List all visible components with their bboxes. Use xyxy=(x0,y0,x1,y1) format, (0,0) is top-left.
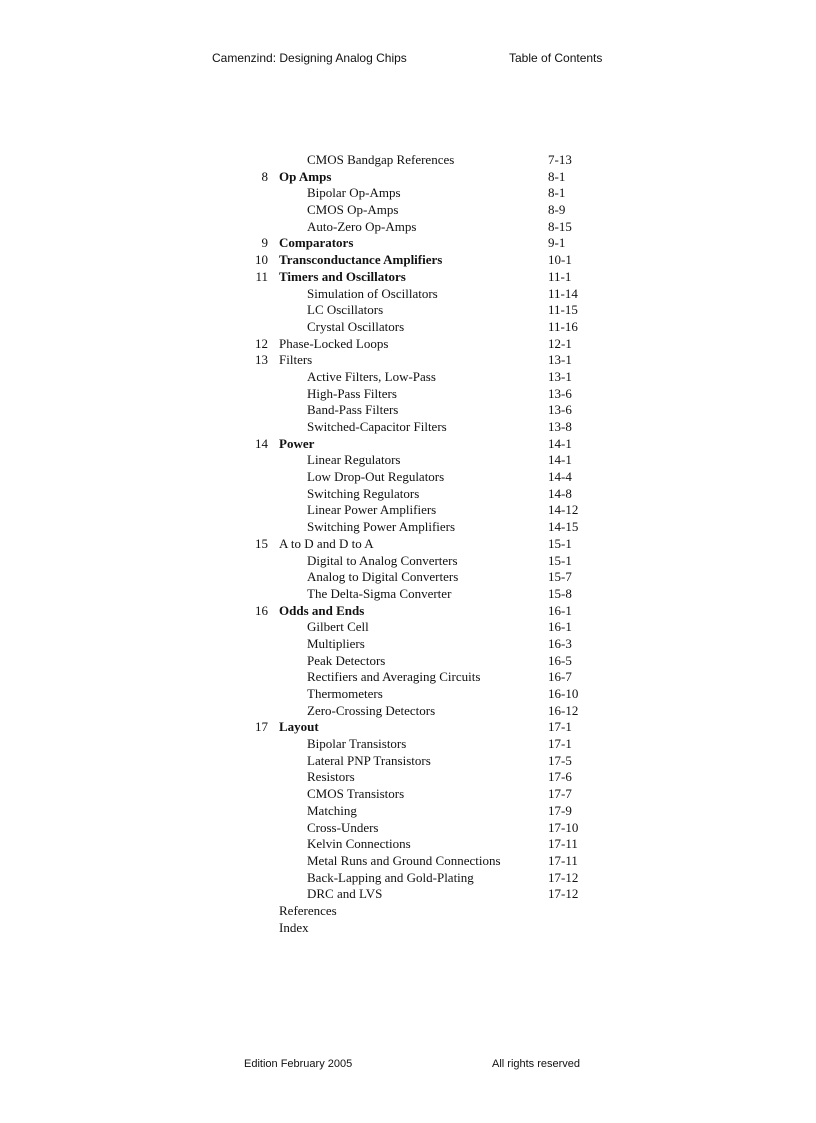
chapter-number: 8 xyxy=(261,168,268,184)
page-number: 8-9 xyxy=(548,202,566,218)
toc-entry xyxy=(0,286,816,303)
page-number: 17-6 xyxy=(548,769,572,785)
page-number: 14-1 xyxy=(548,435,572,451)
entry-title: Digital to Analog Converters xyxy=(307,552,458,568)
entry-title: Thermometers xyxy=(307,686,383,701)
entry-title: LC Oscillators xyxy=(307,302,384,318)
toc-entry xyxy=(0,302,816,319)
toc-entry xyxy=(0,703,816,720)
entry-title: Op Amps xyxy=(279,168,332,184)
page-number: 16-1 xyxy=(548,602,572,618)
entry-title: CMOS Bandgap References xyxy=(307,152,455,167)
entry-title: Timers and Oscillators xyxy=(279,268,406,284)
entry-title: Bipolar Transistors xyxy=(307,736,407,752)
chapter-number: 11 xyxy=(255,268,268,284)
entry-title: Transconductance Amplifiers xyxy=(279,252,443,268)
toc-entry xyxy=(0,586,816,603)
page-number: 17-1 xyxy=(548,719,572,735)
page-number: 16-12 xyxy=(548,702,579,718)
page-number: 17-11 xyxy=(548,836,578,852)
toc-entry xyxy=(0,669,816,686)
page-number: 15-1 xyxy=(548,552,572,568)
toc-entry xyxy=(0,553,816,570)
page-number: 17-12 xyxy=(548,886,579,902)
chapter-number: 15 xyxy=(255,535,268,551)
chapter-number: 9 xyxy=(261,235,268,251)
entry-title: Cross-Unders xyxy=(307,819,379,835)
toc-entry xyxy=(0,319,816,336)
page-number: 11-16 xyxy=(548,318,578,334)
entry-title: High-Pass Filters xyxy=(307,385,397,401)
chapter-number: 12 xyxy=(255,335,268,351)
entry-title: Odds and Ends xyxy=(279,602,365,618)
chapter-number: 14 xyxy=(255,435,268,451)
page-number: 16-7 xyxy=(548,669,572,685)
page-number: 12-1 xyxy=(548,335,572,351)
page-number: 13-8 xyxy=(548,419,572,434)
page-number: 11-14 xyxy=(548,285,578,301)
entry-title: Phase-Locked Loops xyxy=(279,335,389,351)
toc-entry xyxy=(0,653,816,670)
page-number: 14-12 xyxy=(548,502,579,518)
footer-right: All rights reserved xyxy=(492,1058,581,1070)
entry-title: Layout xyxy=(279,719,319,735)
toc-entry xyxy=(0,536,816,553)
toc-entry xyxy=(0,386,816,403)
page-number: 11-15 xyxy=(548,302,578,318)
page-number: 8-15 xyxy=(548,218,572,234)
header-left: Camenzind: Designing Analog Chips xyxy=(212,51,407,65)
page-number: 14-15 xyxy=(548,519,579,535)
toc-entry xyxy=(0,452,816,469)
toc-entry xyxy=(0,152,816,169)
page-number: 10-1 xyxy=(548,252,572,268)
chapter-number: 16 xyxy=(255,602,268,618)
page-number: 7-13 xyxy=(548,152,572,167)
toc-entry xyxy=(0,619,816,636)
toc-entry xyxy=(0,753,816,770)
toc-entry xyxy=(0,169,816,186)
toc-entry xyxy=(0,603,816,620)
toc-entry xyxy=(0,886,816,903)
toc-entry xyxy=(0,569,816,586)
page-number: 17-12 xyxy=(548,869,579,885)
page-number: 8-1 xyxy=(548,168,566,184)
toc-entry xyxy=(0,369,816,386)
page-number: 16-3 xyxy=(548,635,572,651)
toc-entry xyxy=(0,202,816,219)
entry-title: Peak Detectors xyxy=(307,652,386,668)
entry-title: Analog to Digital Converters xyxy=(307,569,459,585)
entry-title: Gilbert Cell xyxy=(307,619,369,635)
page-number: 8-1 xyxy=(548,185,566,201)
entry-title: The Delta-Sigma Converter xyxy=(307,585,452,601)
toc-entry xyxy=(0,436,816,453)
page-number: 14-4 xyxy=(548,469,572,485)
toc-entry xyxy=(0,870,816,887)
toc-entry xyxy=(0,519,816,536)
page-number: 15-8 xyxy=(548,585,572,601)
entry-title: Simulation of Oscillators xyxy=(307,285,438,301)
toc-entry xyxy=(0,769,816,786)
toc-entry xyxy=(0,636,816,653)
page-number: 17-1 xyxy=(548,736,572,752)
toc-entry xyxy=(0,235,816,252)
toc-entry xyxy=(0,920,816,937)
entry-title: A to D and D to A xyxy=(279,535,374,551)
entry-title: Multipliers xyxy=(307,635,365,651)
entry-title: Crystal Oscillators xyxy=(307,318,405,334)
entry-title: Linear Regulators xyxy=(307,452,401,468)
entry-title: Linear Power Amplifiers xyxy=(307,502,437,518)
page-number: 16-1 xyxy=(548,619,572,635)
page-number: 13-1 xyxy=(548,352,572,368)
entry-title: Resistors xyxy=(307,769,355,785)
toc-entry xyxy=(0,469,816,486)
entry-title: References xyxy=(279,902,337,918)
entry-title: Lateral PNP Transistors xyxy=(307,752,431,768)
entry-title: Index xyxy=(279,919,309,935)
toc-entry xyxy=(0,185,816,202)
page-number: 17-5 xyxy=(548,752,572,768)
entry-title: Filters xyxy=(279,352,313,368)
toc-entry xyxy=(0,903,816,920)
toc-entry xyxy=(0,352,816,369)
toc-entry xyxy=(0,853,816,870)
entry-title: Active Filters, Low-Pass xyxy=(307,368,436,384)
toc-entry xyxy=(0,269,816,286)
toc-entry xyxy=(0,486,816,503)
table-of-contents xyxy=(0,152,816,936)
page-number: 14-8 xyxy=(548,485,572,501)
toc-entry xyxy=(0,736,816,753)
toc-entry xyxy=(0,786,816,803)
entry-title: Power xyxy=(279,435,315,451)
entry-title: Comparators xyxy=(279,235,354,251)
entry-title: CMOS Transistors xyxy=(307,786,405,802)
page-number: 9-1 xyxy=(548,235,566,251)
entry-title: Switching Power Amplifiers xyxy=(307,519,456,535)
toc-entry xyxy=(0,402,816,419)
entry-title: Rectifiers and Averaging Circuits xyxy=(307,669,481,685)
toc-entry xyxy=(0,820,816,837)
entry-title: Band-Pass Filters xyxy=(307,402,399,418)
page-number: 13-1 xyxy=(548,368,572,384)
entry-title: Switching Regulators xyxy=(307,485,420,501)
page-number: 14-1 xyxy=(548,452,572,468)
entry-title: Switched-Capacitor Filters xyxy=(307,419,447,434)
page-number: 11-1 xyxy=(548,268,572,284)
toc-entry xyxy=(0,502,816,519)
entry-title: Matching xyxy=(307,802,357,818)
entry-title: CMOS Op-Amps xyxy=(307,202,399,218)
entry-title: Metal Runs and Ground Connections xyxy=(307,852,501,868)
entry-title: Auto-Zero Op-Amps xyxy=(307,218,417,234)
chapter-number: 10 xyxy=(255,252,268,268)
page-number: 17-10 xyxy=(548,819,579,835)
toc-entry xyxy=(0,419,816,436)
toc-entry xyxy=(0,719,816,736)
toc-entry xyxy=(0,219,816,236)
entry-title: Bipolar Op-Amps xyxy=(307,185,401,201)
page-number: 16-10 xyxy=(548,686,579,701)
page-number: 17-11 xyxy=(548,852,578,868)
footer-left: Edition February 2005 xyxy=(244,1058,353,1070)
toc-entry xyxy=(0,686,816,703)
page-number: 13-6 xyxy=(548,402,572,418)
entry-title: Back-Lapping and Gold-Plating xyxy=(307,869,474,885)
page-number: 17-7 xyxy=(548,786,572,802)
page-number: 15-7 xyxy=(548,569,572,585)
entry-title: Zero-Crossing Detectors xyxy=(307,702,436,718)
entry-title: DRC and LVS xyxy=(307,886,383,902)
header-right: Table of Contents xyxy=(509,51,603,65)
entry-title: Kelvin Connections xyxy=(307,836,411,852)
page-number: 16-5 xyxy=(548,652,572,668)
page-number: 17-9 xyxy=(548,802,572,818)
toc-entry xyxy=(0,803,816,820)
chapter-number: 17 xyxy=(255,719,268,735)
chapter-number: 13 xyxy=(255,352,268,368)
page-number: 13-6 xyxy=(548,385,572,401)
toc-entry xyxy=(0,836,816,853)
entry-title: Low Drop-Out Regulators xyxy=(307,469,445,485)
toc-entry xyxy=(0,252,816,269)
toc-entry xyxy=(0,336,816,353)
page-number: 15-1 xyxy=(548,535,572,551)
